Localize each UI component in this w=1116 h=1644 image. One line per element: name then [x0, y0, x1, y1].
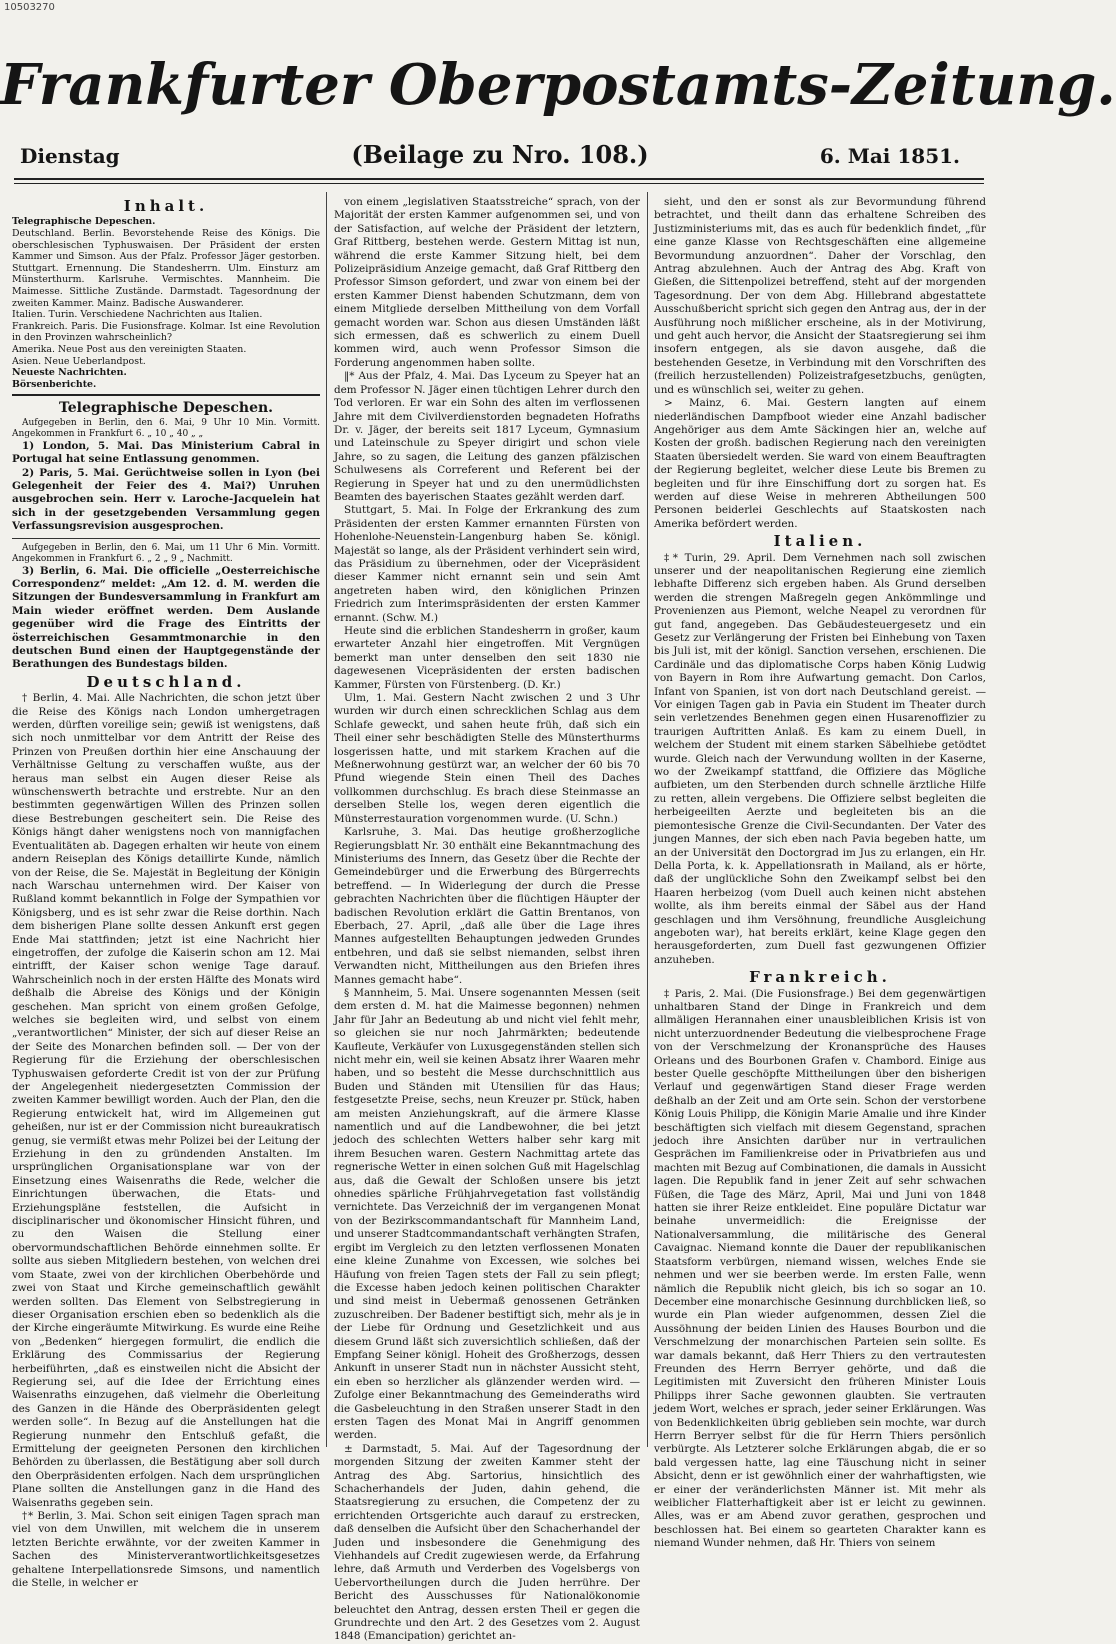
article-paragraph: > Mainz, 6. Mai. Gestern langten auf einem niederländischen Dampfboot wieder eine Anzahl badischer Angehöriger aus dem Amte Säckingen hier an, welche auf Kosten der großh. badischen Regierung nach den vereinigten Staaten übersiedelt werden. Sie ward von einem Beauftragten der Regierung begleitet, welcher diese Leute bis Bremen zu begleiten und für ihre Einschiffung dort zu sorgen hat. Es werden auf diese Weise in mehreren Abtheilungen 500 Personen beiderlei Geschlechts auf Staatskosten nach Amerika befördert werden. [654, 397, 986, 530]
contents-line: Asien. Neue Ueberlandpost. [12, 355, 146, 367]
contents-line: Börsenberichte. [12, 378, 97, 390]
dateline-date: 6. Mai 1851. [819, 144, 960, 168]
article-paragraph: Stuttgart, 5. Mai. In Folge der Erkrankung des zum Präsidenten der ersten Kammer ernannten Fürsten von Hohenlohe-Neuenstein-Langenburg haben Se. königl. Majestät so lange, als der Präsident verhindert sein wird, das Präsidium zu übernehmen, oder der Vicepräsident dieser Kammer nicht ernannt sein und sein Amt angetreten haben wird, den königlichen Prinzen Friedrich zum Interimspräsidenten der ersten Kammer ernannt. (Schw. M.) [334, 504, 640, 624]
article-paragraph: ‡ Paris, 2. Mai. (Die Fusionsfrage.) Bei dem gegenwärtigen unhaltbaren Stand der Dinge in Frankreich und dem allmäligen Herannahen einer unausbleiblichen Krisis ist von nicht unterzuordnender Bedeutung die vielbesprochene Frage von der Verschmelzung der Kronansprüche des Hauses Orleans und des Bourbonen Grafen v. Chambord. Einige aus bester Quelle geschöpfte Mittheilungen über den bisherigen Verlauf und gegenwärtigen Stand dieser Frage werden deßhalb an der Zeit und am Orte sein. Schon der verstorbene König Louis Philipp, die Königin Marie Amalie und ihre Kinder beschäftigten sich vielfach mit diesem Gegenstand, sprachen jedoch ihre Ansichten darüber nur in vertraulichen Gesprächen im Familienkreise oder in Privatbriefen aus und machten mit Bezug auf Combinationen, die damals in Aussicht lagen. Die Republik fand in jener Zeit auf sehr schwachen Füßen, die Tage des März, April, Mai und Juni von 1848 hatten sie ihrer Reize entkleidet. Eine populäre Dictatur war beinahe unvermeidlich: die Ereignisse der Nationalversammlung, die militärische des General Cavaignac. Niemand konnte die Dauer der republikanischen Staatsform verbürgen, niemand wissen, welches Ende sie nehmen und wer sie beerben werde. Im ersten Falle, wenn nämlich die Republik nicht gleich, bis ich so sogar an 10. December eine monarchische Gesinnung durchblicken ließ, so wurde ein Plan wieder aufgenommen, dessen Ziel die Aussöhnung der beiden Linien des Hauses Bourbon und die Verschmelzung der monarchischen Parteien sein sollte. Es war damals bekannt, daß Herr Thiers zu den vertrautesten Freunden des Herrn Berryer gehörte, und daß die Legitimisten mit Zuversicht den früheren Minister Louis Philipps ihrer Sache gewonnen glaubten. Sie vertrauten jedem Wort, welches er sprach, jeder seiner Erklärungen. Was von Bedenklichkeiten übrig geblieben sein mochte, war durch Herrn Berryer selbst für die für Herrn Thiers persönlich verbürgte. Als Letzterer solche Erklärungen abgab, die er so bald vergessen hatte, lag eine Täuschung nicht in seiner Absicht, denn er ist gewöhnlich einer der wahrhaftigsten, wie er einer der veränderlichsten Männer ist. Mit mehr als weiblicher Flatterhaftigkeit aber ist er leicht zu gewinnen. Alles, was er am Abend zuvor gerathen, gesprochen und beschlossen hat. Bei einem so gearteten Charakter kann es niemand Wunder nehmen, daß Hr. Thiers von seinem [654, 987, 986, 1550]
section-heading-france: Frankreich. [749, 968, 891, 987]
dateline-day: Dienstag [20, 144, 120, 168]
telegram-item: 3) Berlin, 6. Mai. Die officielle „Oesterreichische Correspondenz“ meldet: „Am 12. d. M. werden die Sitzungen der Bundesversammlung in Frankfurt am Main wieder eröffnet werden. Dem Auslande gegenüber wird die Frage des Eintritts der österreichischen Gesammtmonarchie in den deutschen Bund einen der Hauptgegenstände der Berathungen des Bundestags bilden. [12, 564, 320, 671]
article-paragraph: von einem „legislativen Staatsstreiche“ sprach, von der Majorität der ersten Kammer aufgenommen sei, und von der Satisfaction, auf welche der Präsident der letztern, Graf Rittberg, bestehen werde. Gestern Mittag ist nun, während die erste Kammer Sitzung hielt, bei dem Polizeipräsidium Anzeige gemacht, daß Graf Rittberg den Professor Simson gefordert, und zwar von einem bei der ersten Kammer Dienst habenden Schutzmann, dem von einem Mitgliede derselben Mittheilung von dem Vorfall gemacht worden war. Schon aus diesen Umständen läßt sich ermessen, daß es schwerlich zu einem Duell kommen wird, auch wenn Professor Simson die Forderung angenommen haben sollte. [334, 196, 640, 369]
contents-line: Amerika. Neue Post aus den vereinigten Staaten. [12, 343, 247, 355]
article-paragraph: Heute sind die erblichen Standesherrn in großer, kaum erwarteter Anzahl hier eingetroffen. Mit Vergnügen bemerkt man unter denselben den seit 1830 nie dagewesenen Vicepräsidenten der ersten badischen Kammer, Fürsten von Fürstenberg. (D. Kr.) [334, 625, 640, 691]
article-paragraph: ‖* Aus der Pfalz, 4. Mai. Das Lyceum zu Speyer hat an dem Professor N. Jäger einen tüchtigen Lehrer durch den Tod verloren. Er war ein Sohn des alten im verflossenen Jahre mit dem Civilverdienstorden begnadeten Hofraths Dr. v. Jäger, der bereits seit 1817 Lyceum, Gymnasium und Lateinschule zu Speyer dirigirt und schon viele Jahre, so zu sagen, die Leitung des ganzen pfälzischen Schulwesens als Correferent und Referent bei der Regierung in Speyer hat und zu den unermüdlichsten Beamten des bayerischen Staates gezählt werden darf. [334, 370, 640, 503]
dateline-supplement: (Beilage zu Nro. 108.) [351, 140, 649, 169]
contents-box [12, 197, 320, 396]
contents-line: Frankreich. Paris. Die Fusionsfrage. Kolmar. Ist eine Revolution in den Provinzen wahrscheinlich? [12, 320, 320, 344]
masthead-rule [14, 178, 984, 180]
telegram-item: 2) Paris, 5. Mai. Gerüchtweise sollen in Lyon (bei Gelegenheit der Feier des 4. Mai?) Unruhen ausgebrochen sein. Herr v. Laroche-Jacquelein hat sich in der gesetzgebenden Versammlung gegen Verfassungsrevision ausgesprochen. [12, 466, 320, 533]
section-heading-germany: Deutschland. [86, 672, 246, 691]
section-heading-italy: Italien. [773, 532, 867, 551]
divider [12, 538, 320, 539]
telegram-meta: Aufgegeben in Berlin, den 6. Mai, 9 Uhr 10 Min. Vormitt. Angekommen in Frankfurt 6. „ 10 „ 40 „ „ [12, 417, 320, 439]
article-paragraph: Karlsruhe, 3. Mai. Das heutige großherzogliche Regierungsblatt Nr. 30 enthält eine Bekanntmachung des Ministeriums des Innern, das Gesetz über die Rechte der Gemeindebürger und die Erwerbung des Bürgerrechts betreffend. — In Widerlegung der durch die Presse gebrachten Nachrichten über die flüchtigen Häupter der badischen Revolution erklärt die Gattin Brentanos, von Eberbach, 27. April, „daß alle über die Lage ihres Mannes aufgestellten Behauptungen jedweden Grundes entbehren, und daß sie selbst niemanden, selbst ihren Verwandten nicht, Mittheilungen aus den Briefen ihres Mannes gemacht habe“. [334, 826, 640, 986]
contents-line: Italien. Turin. Verschiedene Nachrichten aus Italien. [12, 309, 263, 321]
contents-line: Neueste Nachrichten. [12, 367, 127, 379]
masthead-rule-thin [14, 183, 984, 184]
article-paragraph: ‡* Turin, 29. April. Dem Vernehmen nach soll zwischen unserer und der neapolitanischen Regierung eine ziemlich lebhafte Differenz sich ergeben haben. Als Grund derselben werden die strengen Maßregeln gegen Ankömmlinge und Provenienzen aus Piemont, welche Neapel zu verordnen für gut fand, angegeben. Das Gebäudesteuergesetz und ein Gesetz zur Verlängerung der Fristen bei Einhebung von Taxen bis Juli ist, mit der königl. Sanction versehen, erschienen. Die Cardinäle und das diplomatische Corps haben König Ludwig von Bayern in Rom ihre Aufwartung gemacht. Don Carlos, Infant von Spanien, ist von dort nach Deutschland gereist. — Vor einigen Tagen gab in Pavia ein Student im Theater durch sein verletzendes Benehmen gegen einen Husarenoffizier zu traurigen Auftritten Anlaß. Es kam zu einem Duell, in welchem der Student mit einem starken Säbelhiebe getödtet wurde. Gleich nach der Verwundung wollten in der Kaserne, wo der Zweikampf stattfand, die Offiziere das Mögliche aufbieten, um den Sterbenden durch schnelle ärztliche Hilfe zu retten, allein vergebens. Die Offiziere selbst begleiten die herbeigeeilten Aerzte und begleiteten bis an die piemontesische Grenze die Civil-Secundanten. Der Vater des jungen Mannes, der sich eben nach Pavia begeben hatte, um an der Universität den Doctorgrad im Jus zu erlangen, ein Hr. Della Porta, k. k. Appellationsrath in Mailand, als er hörte, daß der unglückliche Sohn den Zweikampf selbst bei den Haaren herbeizog (vom Duell auch keinen nicht abstehen wollte, als ihm bereits einmal der Säbel aus der Hand geschlagen und ihm Versöhnung, freundliche Ausgleichung angeboten war), hat bereits erklärt, keine Klage gegen den herausgeforderten, zum Duell fast gezwungenen Offizier anzuheben. [654, 551, 986, 966]
article-paragraph: Ulm, 1. Mai. Gestern Nacht zwischen 2 und 3 Uhr wurden wir durch einen schrecklichen Schlag aus dem Schlafe geweckt, und sahen heute früh, daß sich ein Theil einer sehr beschädigten Stelle des Münsterthurms losgerissen hatte, und mit starkem Krachen auf die Meßnerwohnung gestürzt war, an welcher der 60 bis 70 Pfund wiegende Stein einen Theil des Daches vollkommen durchschlug. Es brach diese Steinmasse an derselben Stelle los, wegen deren eigentlich die Münsterrestauration vorgenommen wurde. (U. Schn.) [334, 692, 640, 825]
column-divider [647, 192, 648, 1447]
column-1 [12, 196, 320, 1590]
column-3 [654, 196, 986, 1550]
contents-line: Deutschland. Berlin. Bevorstehende Reise des Königs. Die oberschlesischen Typhuswaisen. Der Präsident der ersten Kammer und Simson. Aus der Pfalz. Professor Jäger gestorben. Stuttgart. Ernennung. Die Standesherrn. Ulm. Einsturz am Münsterthurm. Karlsruhe. Vermischtes. Mannheim. Die Maimesse. Sittliche Zustände. Darmstadt. Tagesordnung der zweiten Kammer. Mainz. Badische Auswanderer. [12, 228, 320, 309]
column-divider [326, 192, 327, 1447]
masthead-title: Frankfurter Oberpostamts-Zeitung. [0, 52, 1116, 118]
contents-line: Telegraphische Depeschen. [12, 216, 156, 228]
article-paragraph: †* Berlin, 3. Mai. Schon seit einigen Tagen sprach man viel von dem Unwillen, mit welchem die in unserem letzten Berichte erwähnte, vor der zweiten Kammer in Sachen des Ministerverantwortlichkeitsgesetzes gehaltene Interpellationsrede Simsons, und namentlich die Stelle, in welcher er [12, 1510, 320, 1590]
article-paragraph: † Berlin, 4. Mai. Alle Nachrichten, die schon jetzt über die Reise des Königs nach London umhergetragen werden, dürften voreilige sein; gewiß ist wenigstens, daß sich noch unmittelbar vor dem Antritt der Reise des Prinzen von Preußen dorthin hier eine Anschauung der Verhältnisse Geltung zu verschaffen wußte, aus der heraus man selbst ein Augen dieser Reise als wünschenswerth betrachte und erstrebte. Nur an den bestimmten gegenwärtigen Willen des Prinzen sollen diese Bestrebungen gescheitert sein. Die Reise des Königs hängt daher wenigstens noch von mannigfachen Eventualitäten ab. Dagegen erhalten wir heute von einem andern Reiseplan des Königs detaillirte Kunde, nämlich von der Reise, die Se. Majestät in Begleitung der Königin nach Warschau unternehmen wird. Der Kaiser von Rußland kommt bekanntlich in Folge der Sympathien vor Königsberg, und es ist sehr zwar die Reise dorthin. Nach dem bisherigen Plane sollte dessen Ankunft erst gegen Ende Mai stattfinden; jetzt ist eine Nachricht hier eingetroffen, der zufolge die Kaiserin schon am 12. Mai eintrifft, der Kaiser schon wenige Tage darauf. Wahrscheinlich noch in der ersten Hälfte des Monats wird deßhalb die Abreise des Königs und der Königin geschehen. Man spricht von einem großen Gefolge, welches sie begleiten wird, und selbst von einem „verantwortlichen“ Minister, der sich auf dieser Reise an der Seite des Monarchen befinden soll. — Der von der Regierung für die Erziehung der oberschlesischen Typhuswaisen geforderte Credit ist von der zur Prüfung der Angelegenheit niedergesetzten Commission der zweiten Kammer bewilligt worden. Auch der Plan, den die Regierung entwickelt hat, wird im Allgemeinen gut geheißen, nur ist er der Commission nicht bureaukratisch genug, sie vermißt etwas mehr Polizei bei der Leitung der Erziehung in den zu gründenden Anstalten. Im ursprünglichen Organisationsplane war von der Einsetzung eines Waisenraths die Rede, welcher die Einrichtungen überwachen, die Etats- und Erziehungspläne feststellen, die Aufsicht in disciplinarischer und ökonomischer Hinsicht führen, und zu den Waisen die Stellung einer obervormundschaftlichen Behörde einnehmen sollte. Er sollte aus sieben Mitgliedern bestehen, von welchen drei vom Staate, zwei von der kirchlichen Oberbehörde und zwei von Staat und Kirche gemeinschaftlich gewählt werden sollten. Das Element von Selbstregierung in dieser Organisation erschien eben so bedenklich als die der Kirche eingeräumte Mitwirkung. Es wurde eine Reihe von „Bedenken“ hiergegen formulirt, die endlich die Erklärung des Commissarius der Regierung herbeiführten, „daß es einstweilen nicht die Absicht der Regierung sei, auf die Idee der Errichtung eines Waisenraths einzugehen, daß vielmehr die Oberleitung des Ganzen in die Hände des Oberpräsidenten gelegt werden solle“. In Bezug auf die Anstellungen hat die Regierung nunmehr den Entschluß gefaßt, die Ermittelung der geeigneten Personen den kirchlichen Behörden zu überlassen, die Bestätigung aber soll durch den Oberpräsidenten erfolgen. Nach dem ursprünglichen Plane sollten die Anstellungen ganz in die Hand des Waisenraths gegeben sein. [12, 692, 320, 1509]
telegram-item: 1) London, 5. Mai. Das Ministerium Cabral in Portugal hat seine Entlassung genommen. [12, 439, 320, 466]
column-2 [334, 196, 640, 1643]
dateline [20, 140, 980, 174]
archive-id: 10503270 [4, 2, 55, 13]
section-heading-telegrams: Telegraphische Depeschen. [58, 400, 274, 417]
article-paragraph: § Mannheim, 5. Mai. Unsere sogenannten Messen (seit dem ersten d. M. hat die Maimesse begonnen) nehmen Jahr für Jahr an Bedeutung ab und nicht viel fehlt mehr, so gleichen sie nur noch Jahrmärkten; bedeutende Kaufleute, Verkäufer von Luxusgegenständen stellen sich nicht mehr ein, weil sie keinen Absatz ihrer Waaren mehr haben, und so besteht die Messe durchschnittlich aus Buden und Ständen mit Utensilien für das Haus; festgesetzte Preise, sechs, neun Kreuzer pr. Stück, haben am meisten Anziehungskraft, auf die ärmere Klasse namentlich und auf die Landbewohner, die bei jetzt jedoch des schlechten Wetters halber sehr karg mit ihrem Besuchen waren. Gestern Nachmittag artete das regnerische Wetter in einen solchen Guß mit Hagelschlag aus, daß die Gewalt der Schloßen unsere bis jetzt ohnedies spärliche Frühjahrvegetation fast vollständig vernichtete. Das Verzeichniß der im vergangenen Monat von der Bezirkscommandantschaft für Mannheim Land, und unserer Stadtcommandantschaft verhängten Strafen, ergibt im Vergleich zu den letzten verflossenen Monaten eine kleine Zunahme von Excessen, wie solches bei Häufung von freien Tagen stets der Fall zu sein pflegt; die Excesse haben jedoch keinen politischen Charakter und sind meist in Uebermaß genossenen Getränken zuzuschreiben. Der Badener bestiftigt sich, mehr als je in der Liebe für Ordnung und Gesetzlichkeit und aus diesem Grund läßt sich zuversichtlich schließen, daß der Empfang Seiner königl. Hoheit des Großherzogs, dessen Ankunft in unserer Stadt nun in nächster Aussicht steht, ein eben so herzlicher als glänzender werden wird. — Zufolge einer Bekanntmachung des Gemeinderaths wird die Gasbeleuchtung in den Straßen unserer Stadt in den ersten Tagen des Monat Mai in Angriff genommen werden. [334, 986, 640, 1442]
article-paragraph: ± Darmstadt, 5. Mai. Auf der Tagesordnung der morgenden Sitzung der zweiten Kammer steht der Antrag des Abg. Sartorius, hinsichtlich des Schacherhandels der Juden, dahin gehend, die Staatsregierung zu ersuchen, die Competenz der zu errichtenden Ortsgerichte auch darauf zu erstrecken, daß denselben die Aufsicht über den Schacherhandel der Juden und insbesondere die Genehmigung des Viehhandels auf Credit zugewiesen werde, da Erfahrung lehre, daß Armuth und Verderben des Vogelsbergs von Uebervortheilungen durch die Juden herrühre. Der Bericht des Ausschusses für Nationalökonomie beleuchtet den Antrag, dessen ersten Theil er gegen die Grundrechte und den Art. 2 des Gesetzes vom 2. August 1848 (Emancipation) gerichtet an- [334, 1442, 640, 1643]
telegram-meta: Aufgegeben in Berlin, den 6. Mai, um 11 Uhr 6 Min. Vormitt. Angekommen in Frankfurt 6. „ 2 „ 9 „ Nachmitt. [12, 542, 320, 564]
article-paragraph: sieht, und den er sonst als zur Bevormundung führend betrachtet, und theilt dann das erhaltene Schreiben des Justizministeriums mit, das es auch für bedenklich findet, „für eine ganze Klasse von Rechtsgeschäften eine allgemeine Bevormundung anzuordnen“. Daher der Vorschlag, den Antrag abzulehnen. Auch der Antrag des Abg. Kraft von Gießen, die Sittenpolizei betreffend, steht auf der morgenden Tagesordnung. Der von dem Abg. Hillebrand abgestattete Ausschußbericht spricht sich gegen den Antrag aus, der in der Ausführung noch mißlicher erscheine, als in der Motivirung, und geht auch hervor, die Ansicht der Staatsregierung sei ihm insofern entgegen, als sie davon ausgehe, daß die bestehenden Gesetze, in Verbindung mit den Vorschriften des (freilich herzustellenden) Polizeistrafgesetzbuchs, genügten, und es wünschlich sei, weiter zu gehen. [654, 196, 986, 396]
contents-title: Inhalt. [123, 197, 209, 215]
